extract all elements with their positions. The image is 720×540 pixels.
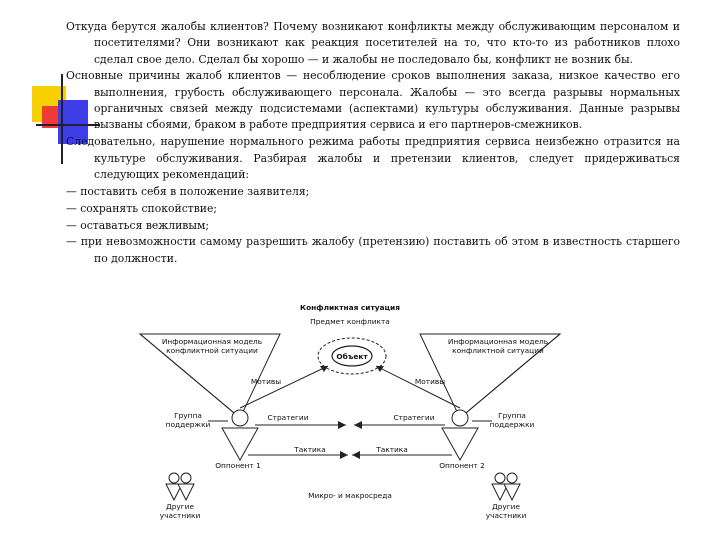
other-participants-right-icon <box>492 473 520 500</box>
support-right-line1: Группа <box>498 411 526 420</box>
recommendation-item: — сохранять спокойствие; <box>66 201 218 215</box>
info-model-right-line2: конфликтной ситуации <box>452 346 544 355</box>
motives-left: Мотивы <box>250 377 282 386</box>
recommendation-item: — при невозможности самому разрешить жалобу (претензию) поставить об этом в известность старшего по должности. <box>66 235 680 265</box>
opponent2-label: Оппонент 2 <box>439 461 485 470</box>
diagram-subject: Предмет конфликта <box>310 317 390 326</box>
support-left-line2: поддержки <box>165 420 211 429</box>
others-right-line2: участники <box>485 511 527 520</box>
info-model-left-line2: конфликтной ситуации <box>166 346 258 355</box>
strategies-left: Стратегии <box>267 413 309 422</box>
strategies-right: Стратегии <box>393 413 435 422</box>
others-left-line1: Другие <box>165 502 195 511</box>
environment-label: Микро- и макросреда <box>308 491 392 500</box>
opponent2-head <box>452 410 468 426</box>
tactics-left: Тактика <box>294 445 326 454</box>
object-label: Объект <box>336 352 368 361</box>
others-left-line2: участники <box>159 511 201 520</box>
support-right-line2: поддержки <box>489 420 535 429</box>
info-model-right-line1: Информационная модель <box>447 337 549 346</box>
paragraph-complaints-origin: Откуда берутся жалобы клиентов? Почему возникают конфликты между обслуживающим персоналом и посетителями? Они возникают как реакция посетителей на то, что кто-то из работников плохо сделал свое дело. Сделал бы хорошо — и жалобы не последовало бы, конфликт не возник бы. <box>66 20 680 66</box>
opponent1-label: Оппонент 1 <box>215 461 261 470</box>
tactics-right: Тактика <box>376 445 408 454</box>
others-right-line1: Другие <box>491 502 521 511</box>
recommendation-item: — оставаться вежливым; <box>66 218 210 232</box>
support-left-line1: Группа <box>174 411 202 420</box>
decor-vertical-line <box>61 74 63 164</box>
info-model-left-line1: Информационная модель <box>161 337 263 346</box>
other-participants-left-icon <box>166 473 194 500</box>
paragraph-main-causes: Основные причины жалоб клиентов — несоблюдение сроков выполнения заказа, низкое качество его выполнения, грубость обслуживающего персонала. Жалобы — это всегда разрывы нормальных органичных связей между подсистемами (аспектами) культуры обслуживания. Данные разрывы вызваны сбоями, браком в работе предприятия сервиса и его партнеров-смежников. <box>66 69 680 132</box>
motives-right: Мотивы <box>414 377 446 386</box>
paragraph-consequences: Следовательно, нарушение нормального режима работы предприятия сервиса неизбежно отразится на культуре обслуживания. Разбирая жалобы и претензии клиентов, следует придерживаться следующих рекомендаций: <box>66 135 680 181</box>
opponent1-head <box>232 410 248 426</box>
diagram-title: Конфликтная ситуация <box>300 303 400 312</box>
recommendation-item: — поставить себя в положение заявителя; <box>66 184 310 198</box>
slide-text <box>66 19 680 268</box>
conflict-situation-diagram <box>130 300 570 522</box>
